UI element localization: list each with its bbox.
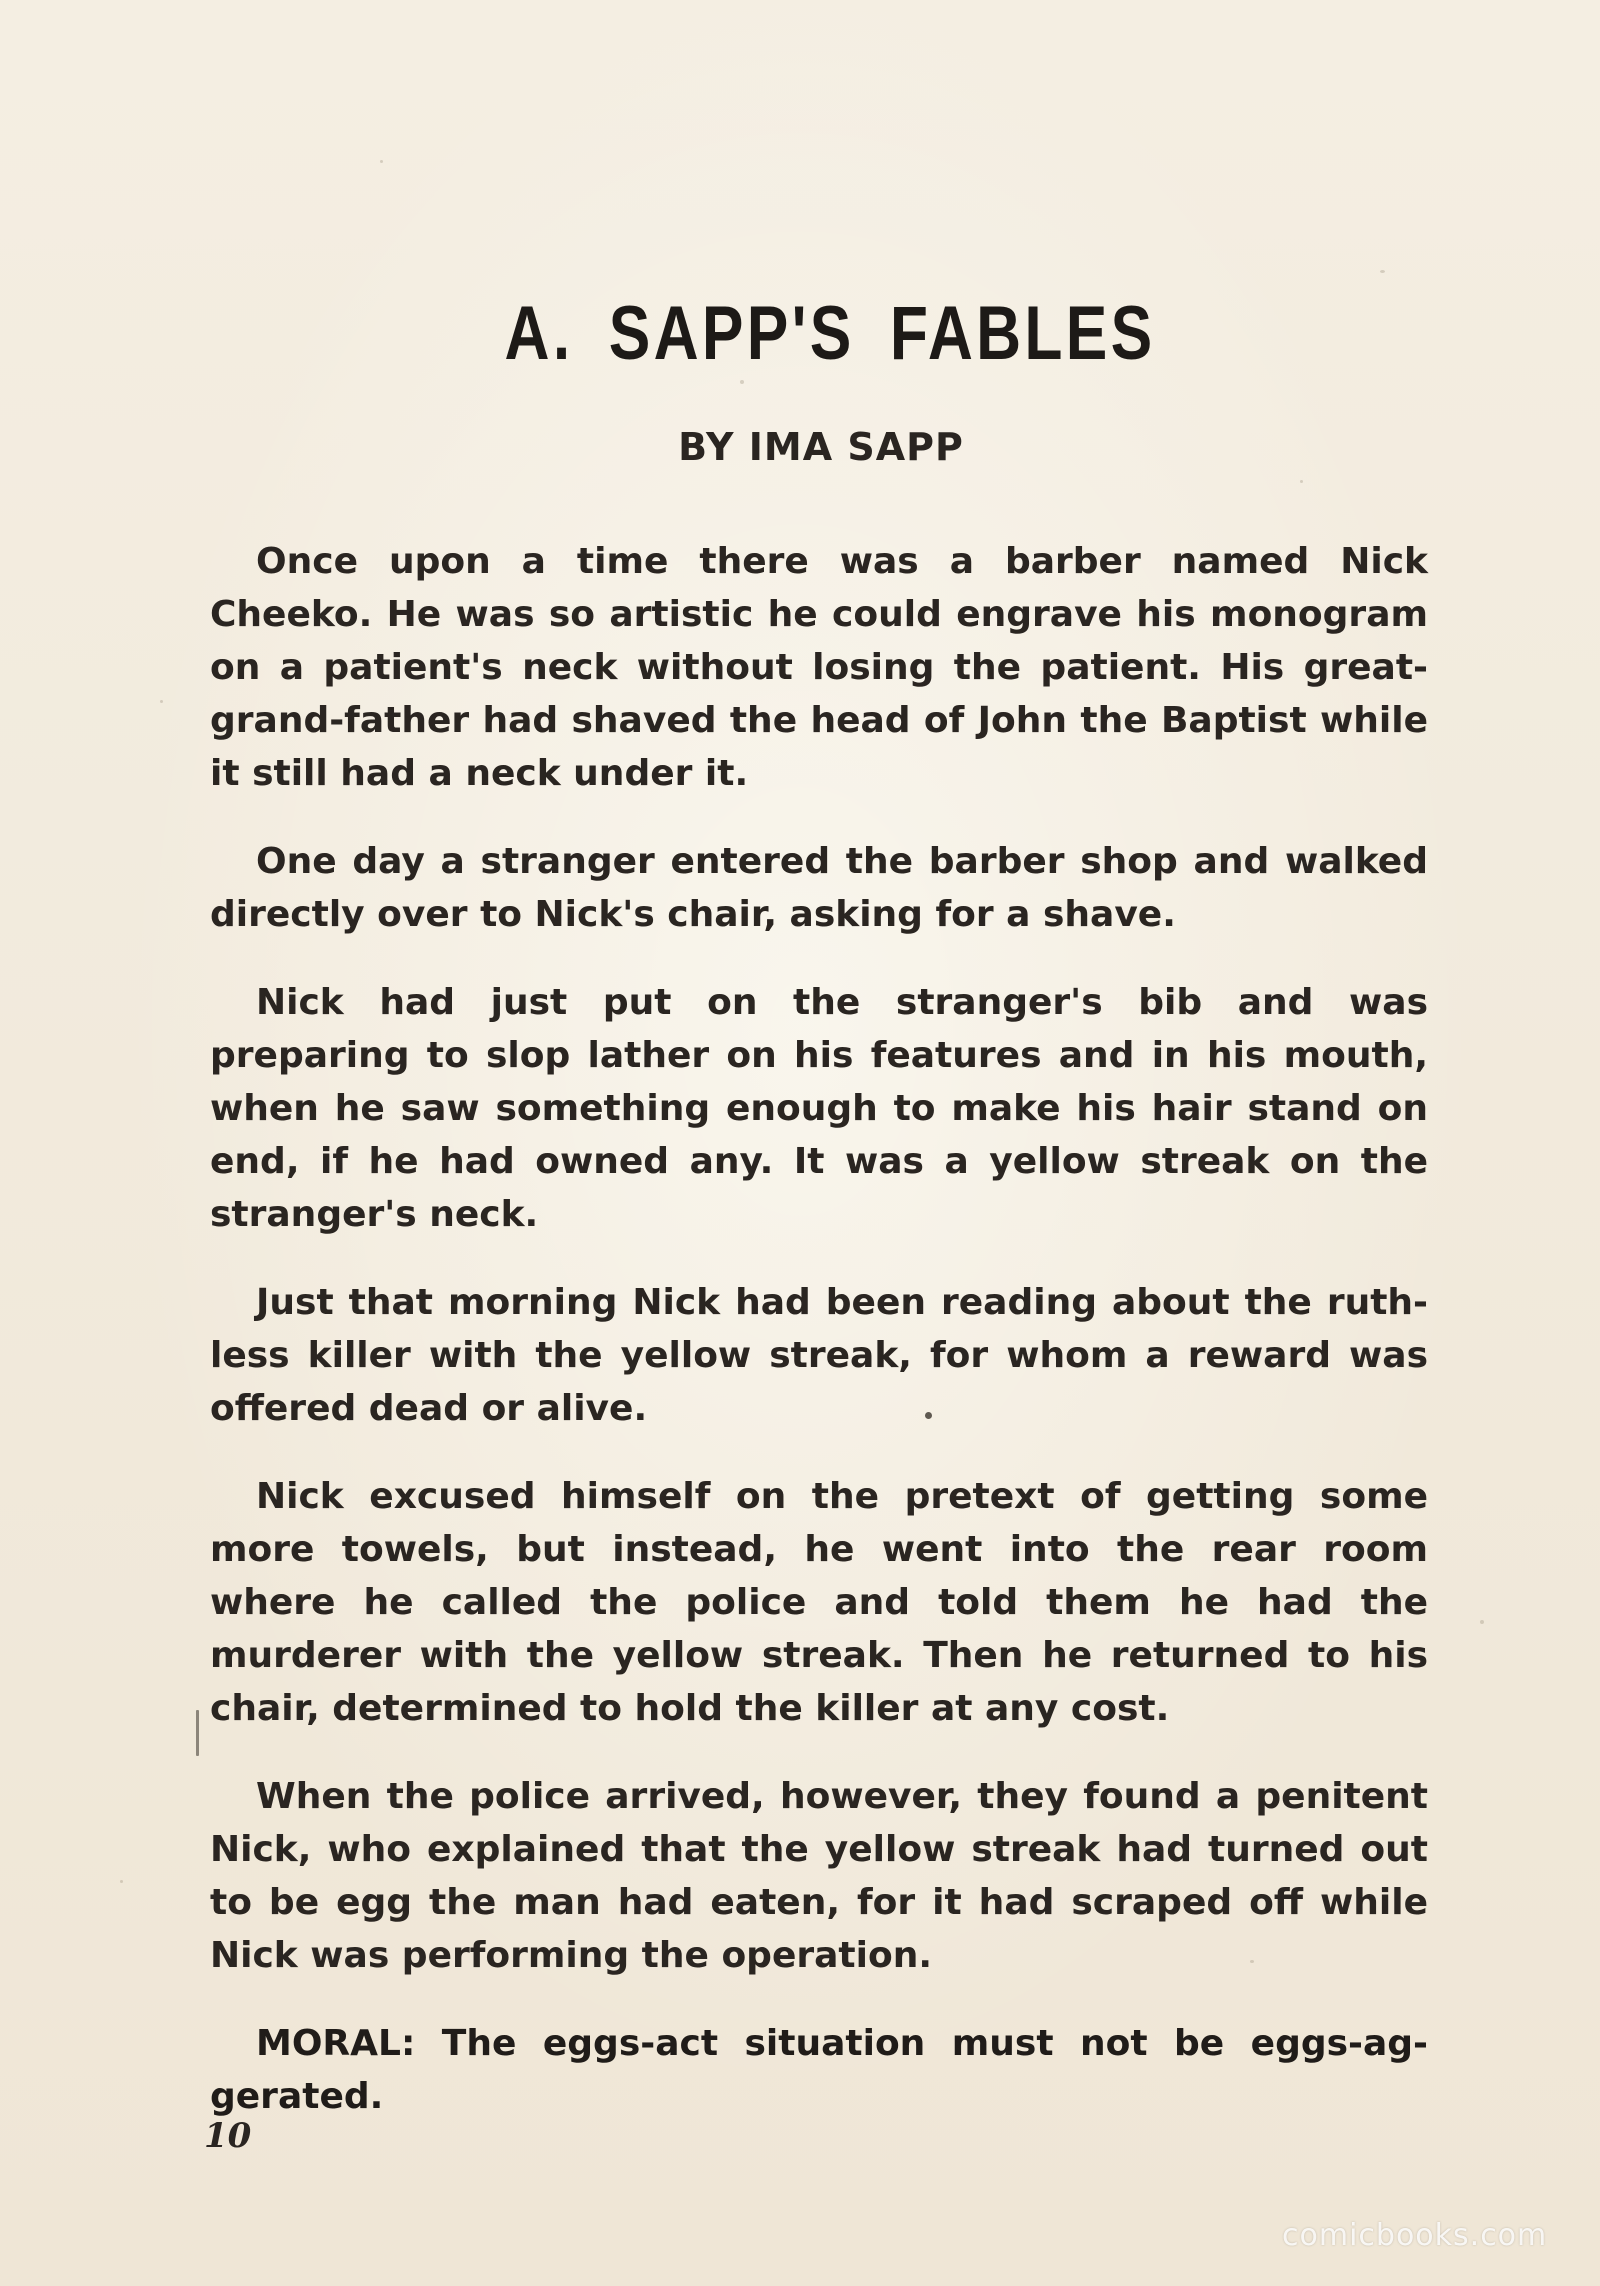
page-number: 10 xyxy=(204,2116,252,2156)
paper-speckle xyxy=(196,1710,199,1756)
page-title: A. SAPP'S FABLES xyxy=(504,291,1156,376)
paragraph: Just that morning Nick had been reading about the ruth-less killer with the yellow streak, for whom a reward was offered dead or alive. xyxy=(210,1282,1428,1429)
moral-paragraph: MORAL: The eggs-act situation must not be eggs-ag-gerated. xyxy=(210,2023,1428,2117)
paper-speckle xyxy=(1380,270,1385,273)
paper-speckle xyxy=(120,1880,123,1883)
paper-speckle xyxy=(380,160,383,163)
site-watermark: comicbooks.com xyxy=(1282,2218,1548,2253)
paper-speckle xyxy=(160,700,163,703)
paper-speckle xyxy=(1480,1620,1484,1624)
paragraph: When the police arrived, however, they found a penitent Nick, who explained that the yellow streak had turned out to be egg the man had eaten, for it had scraped off while Nick was performing the operation. xyxy=(210,1776,1428,1976)
paragraph: Nick excused himself on the pretext of getting some more towels, but instead, he went into the rear room where he called the police and told them he had the murderer with the yellow streak. Then he returned to his chair, determined to hold the killer at any cost. xyxy=(210,1476,1428,1729)
paper-speckle xyxy=(1300,480,1303,483)
paragraph: Nick had just put on the stranger's bib and was preparing to slop lather on his features and in his mouth, when he saw something enough to make his hair stand on end, if he had owned any. It was a yellow streak on the stranger's neck. xyxy=(210,982,1428,1235)
byline: BY IMA SAPP xyxy=(678,425,964,469)
paragraph: Once upon a time there was a barber named Nick Cheeko. He was so artistic he could engrave his monogram on a patient's neck without losing the patient. His great-grand-father had shaved the head of John the Baptist while it still had a neck under it. xyxy=(210,541,1428,794)
paper-speckle xyxy=(740,380,744,384)
paragraph: One day a stranger entered the barber shop and walked directly over to Nick's chair, asking for a shave. xyxy=(210,841,1428,935)
fable-body xyxy=(210,535,1428,2123)
